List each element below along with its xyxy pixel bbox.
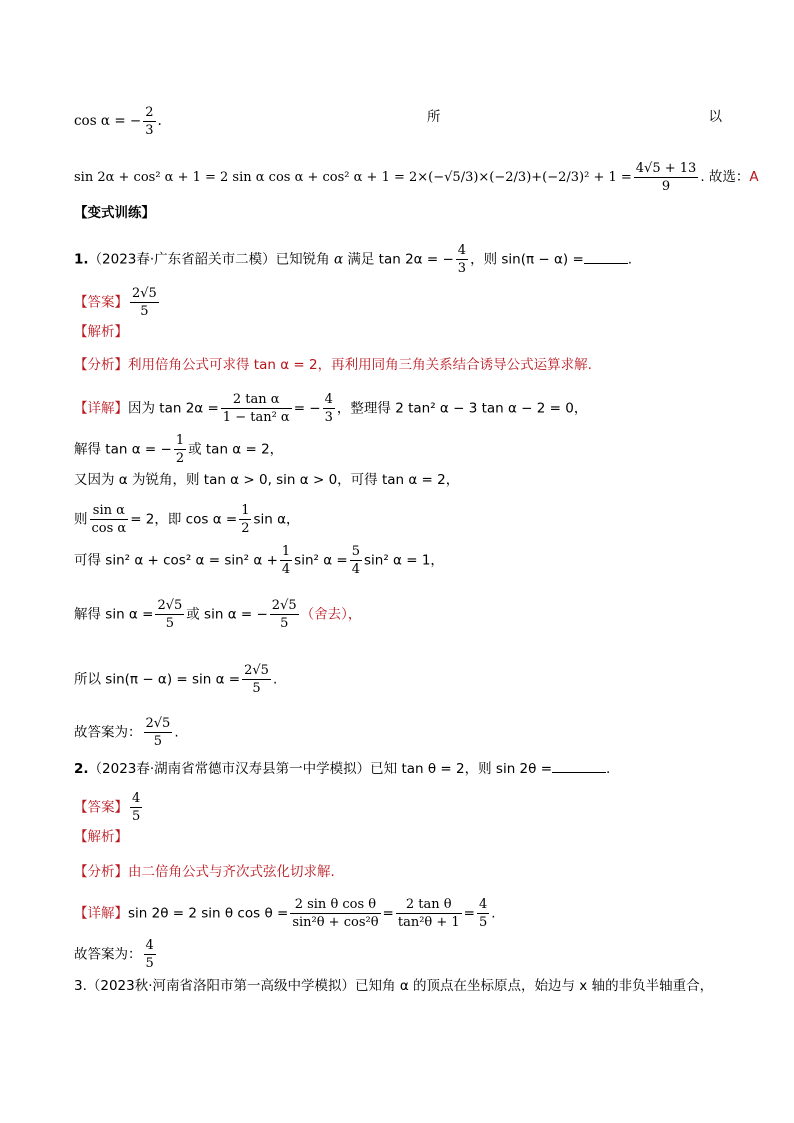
q1-detail-1: 【详解】因为 tan 2α = $\frac{\text{2 tan α}}{\text{1 − tan² α}}$ = − $\frac{4}{3}$ ，整理得 2 tan² α − 3 tan α − 2 = 0，	[74, 392, 588, 425]
question-2: 2.（2023春·湖南省常德市汉寿县第一中学模拟）已知 tan θ = 2，则 sin 2θ = .	[74, 758, 722, 779]
question-number: 2.	[74, 761, 89, 777]
fraction: $\frac{4}{5}$	[145, 938, 154, 971]
answer-blank[interactable]	[584, 249, 628, 264]
q1-fenxi	[74, 355, 722, 375]
analysis-label: 【解析】	[74, 324, 128, 340]
connector-text: . 故选：	[700, 169, 750, 185]
q1-detail-3: 又因为 α 为锐角，则 tan α > 0, sin α > 0，可得 tan α = 2，	[74, 472, 460, 488]
question-3: 3.（2023秋·河南省洛阳市第一高级中学模拟）已知角 α 的顶点在坐标原点，始边与 x 轴的非负半轴重合，	[74, 978, 714, 994]
fraction: $\frac{2√5}{5}$	[132, 286, 157, 319]
fraction: $\frac{4}{5}$	[132, 791, 141, 824]
answer-choice: A	[749, 169, 759, 185]
q1-detail-5: 可得 sin² α + cos² α = sin² α + $\frac{1}{4}$ sin² α = $\frac{5}{4}$ sin² α = 1，	[74, 544, 444, 577]
q2-final: 故答案为： $\frac{4}{5}$	[74, 938, 154, 971]
fraction: $\frac{2√5}{5}$	[271, 598, 297, 631]
q1-detail-7: 所以 sin(π − α) = sin α = $\frac{2√5}{5}$ .	[74, 663, 278, 696]
fraction: $\frac{4}{3}$	[324, 392, 333, 425]
fraction: $\frac{2}{3}$	[145, 105, 154, 138]
math-text: sin 2α + cos² α + 1 = 2 sin α cos α + cos² α + 1 = 2×(−√5/3)×(−2/3)+(−2/3)² + 1 =	[74, 170, 632, 185]
fraction: $\frac{1}{4}$	[281, 544, 291, 577]
fraction: $\frac{4√5 + 13}{9}$	[635, 161, 697, 194]
q1-detail-2: 解得 tan α = − $\frac{1}{2}$ 或 tan α = 2，	[74, 433, 284, 466]
fenxi-text: 利用倍角公式可求得 tan α = 2，再利用同角三角关系结合诱导公式运算求解.	[128, 357, 592, 373]
detail-label: 【详解】	[74, 400, 128, 417]
math-text: cos α = −	[74, 113, 142, 129]
q2-answer: 【答案】 $\frac{4}{5}$	[74, 791, 141, 824]
connector-text: 以	[708, 109, 722, 125]
math-text: .	[157, 113, 162, 129]
question-text: 满足 tan 2α = −	[347, 251, 454, 268]
answer-label: 【答案】	[74, 294, 128, 311]
section-title: 【变式训练】	[74, 205, 155, 221]
fraction: $\frac{1}{2}$	[241, 503, 250, 536]
connector-text: 所	[427, 109, 441, 125]
fraction: $\frac{\text{2 tan α}}{\text{1 − tan² α}}$	[222, 392, 290, 425]
fraction: $\frac{4}{5}$	[478, 897, 488, 930]
q1-detail-4: 则 $\frac{\text{sin α}}{\text{cos α}}$ = 2，即 cos α = $\frac{1}{2}$ sin α，	[74, 503, 300, 536]
q2-fenxi: 【分析】由二倍角公式与齐次式弦化切求解．	[74, 864, 344, 880]
fraction: $\frac{4}{3}$	[457, 243, 467, 276]
fraction: $\frac{\text{2 tan θ}}{\text{tan²θ + 1}}$	[397, 897, 460, 930]
question-number: 1.	[74, 251, 89, 268]
q1-final: 故答案为： $\frac{2√5}{5}$ .	[74, 716, 179, 749]
question-text: （2023春·湖南省常德市汉寿县第一中学模拟）已知 tan θ = 2，则 sin 2θ =	[88, 761, 552, 777]
q2-detail: 【详解】sin 2θ = 2 sin θ cos θ = $\frac{\text{2 sin θ cos θ}}{\text{sin²θ + cos²θ}}$ = $\frac{\text{2 tan θ}}{\text{tan²θ + 1}}$ = $\frac{4}{5}$ .	[74, 897, 496, 930]
fraction: $\frac{1}{2}$	[175, 433, 185, 466]
cos-alpha-line	[74, 104, 722, 139]
fraction: $\frac{2√5}{5}$	[244, 663, 269, 696]
fraction: $\frac{2√5}{5}$	[157, 598, 183, 631]
fraction: $\frac{\text{2 sin θ cos θ}}{\text{sin²θ + cos²θ}}$	[292, 897, 379, 930]
question-text: ，则 sin(π − α) =	[470, 251, 584, 268]
fraction: $\frac{5}{4}$	[351, 544, 360, 577]
analysis-label: 【解析】	[74, 829, 128, 845]
fenxi-label: 【分析】	[74, 357, 128, 373]
question-text: （2023春·广东省韶关市二模）已知锐角	[88, 251, 330, 268]
answer-blank[interactable]	[552, 758, 606, 773]
calculation-line	[74, 160, 759, 195]
fraction: $\frac{2√5}{5}$	[145, 716, 171, 749]
fraction: $\frac{\text{sin α}}{\text{cos α}}$	[91, 503, 127, 536]
q1-answer	[74, 285, 722, 320]
question-1: 1.（2023春·广东省韶关市二模）已知锐角 α 满足 tan 2α = − $\frac{4}{3}$ ，则 sin(π − α) = .	[74, 243, 633, 276]
q1-detail-6: 解得 sin α = $\frac{2√5}{5}$ 或 sin α = − $\frac{2√5}{5}$ （舍去），	[74, 598, 362, 631]
